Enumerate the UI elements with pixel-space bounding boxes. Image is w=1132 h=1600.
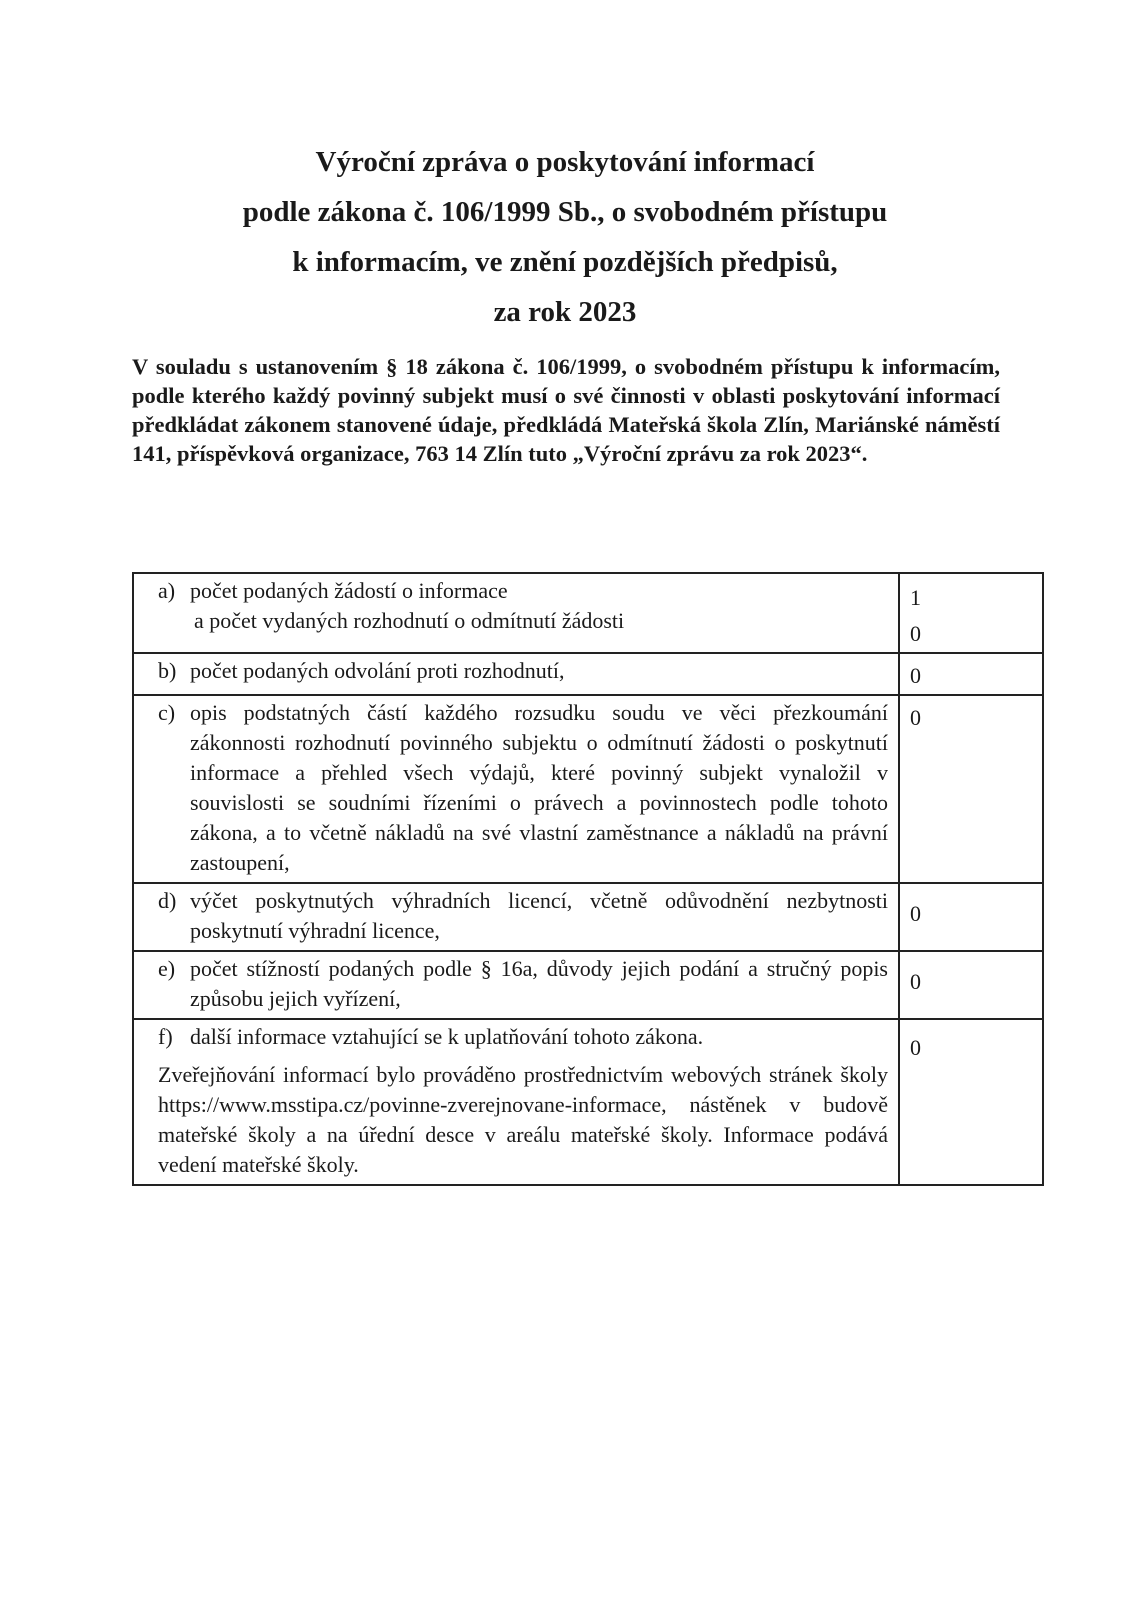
- table-row: [133, 951, 1043, 1019]
- item-label: e): [158, 956, 176, 981]
- value-complaints: 0: [910, 969, 921, 994]
- table-row: [133, 695, 1043, 883]
- item-text: počet podaných odvolání proti rozhodnutí,: [190, 658, 565, 683]
- table-row: [133, 653, 1043, 695]
- item-cell-a: [133, 573, 899, 653]
- item-cell-d: [133, 883, 899, 951]
- item-cell-b: [133, 653, 899, 695]
- value-other-info: 0: [910, 1035, 921, 1060]
- item-label: d): [158, 888, 177, 913]
- table-row: [133, 573, 1043, 653]
- value-cell-e: [899, 951, 1043, 1019]
- item-text: výčet poskytnutých výhradních licencí, včetně odůvodnění nezbytnosti poskytnutí výhradní licence,: [190, 888, 888, 943]
- item-cell-f: [133, 1019, 899, 1185]
- document-title: [130, 137, 1000, 337]
- item-text-continued: a počet vydaných rozhodnutí o odmítnutí žádosti: [194, 608, 625, 633]
- value-cell-a: [899, 573, 1043, 653]
- item-label: b): [158, 658, 177, 683]
- title-line-3: k informacím, ve znění pozdějších předpisů,: [292, 246, 838, 278]
- item-label: c): [158, 700, 176, 725]
- table-row: [133, 1019, 1043, 1185]
- value-cell-f: [899, 1019, 1043, 1185]
- item-text: další informace vztahující se k uplatňování tohoto zákona.: [190, 1024, 704, 1049]
- publication-note: [144, 1060, 888, 1180]
- title-line-1: Výroční zpráva o poskytování informací: [315, 146, 815, 178]
- publication-note-text: Zveřejňování informací bylo prováděno prostřednictvím webových stránek školy https://www.msstipa.cz/povinne-zverejnovane-informace, nástěnek v budově mateřské školy a na úřední desce v areálu mateřské školy. Informace podává vedení mateřské školy.: [158, 1062, 888, 1177]
- item-text: počet podaných žádostí o informace: [190, 578, 508, 603]
- item-text: opis podstatných částí každého rozsudku soudu ve věci přezkoumání zákonnosti rozhodnutí povinného subjektu o odmítnutí žádosti o poskytnutí informace a přehled všech výdajů, které povinný subjekt vynaložil v souvislosti se soudními řízeními o právech a povinnostech podle tohoto zákona, a to včetně nákladů na své vlastní zaměstnance a nákladů na právní zastoupení,: [190, 700, 888, 875]
- item-cell-c: [133, 695, 899, 883]
- value-cell-c: [899, 695, 1043, 883]
- value-appeals: 0: [910, 663, 921, 688]
- value-refusals: 0: [910, 621, 921, 646]
- table-row: [133, 883, 1043, 951]
- value-cell-d: [899, 883, 1043, 951]
- value-court-judgments: 0: [910, 705, 921, 730]
- item-label: a): [158, 578, 176, 603]
- title-line-2: podle zákona č. 106/1999 Sb., o svobodném přístupu: [242, 196, 888, 228]
- item-label: f): [158, 1024, 173, 1049]
- value-cell-b: [899, 653, 1043, 695]
- item-text: počet stížností podaných podle § 16a, důvody jejich podání a stručný popis způsobu jejich vyřízení,: [190, 956, 888, 1011]
- value-requests: 1: [910, 585, 921, 610]
- item-cell-e: [133, 951, 899, 1019]
- title-line-4: za rok 2023: [493, 296, 637, 328]
- value-licences: 0: [910, 901, 921, 926]
- report-table: [132, 572, 1044, 1186]
- intro-paragraph: V souladu s ustanovením § 18 zákona č. 106/1999, o svobodném přístupu k informacím, podle kterého každý povinný subjekt musí o své činnosti v oblasti poskytování informací předkládat zákonem stanovené údaje, předkládá Mateřská škola Zlín, Mariánské náměstí 141, příspěvková organizace, 763 14 Zlín tuto „Výroční zprávu za rok 2023“.: [132, 354, 1000, 466]
